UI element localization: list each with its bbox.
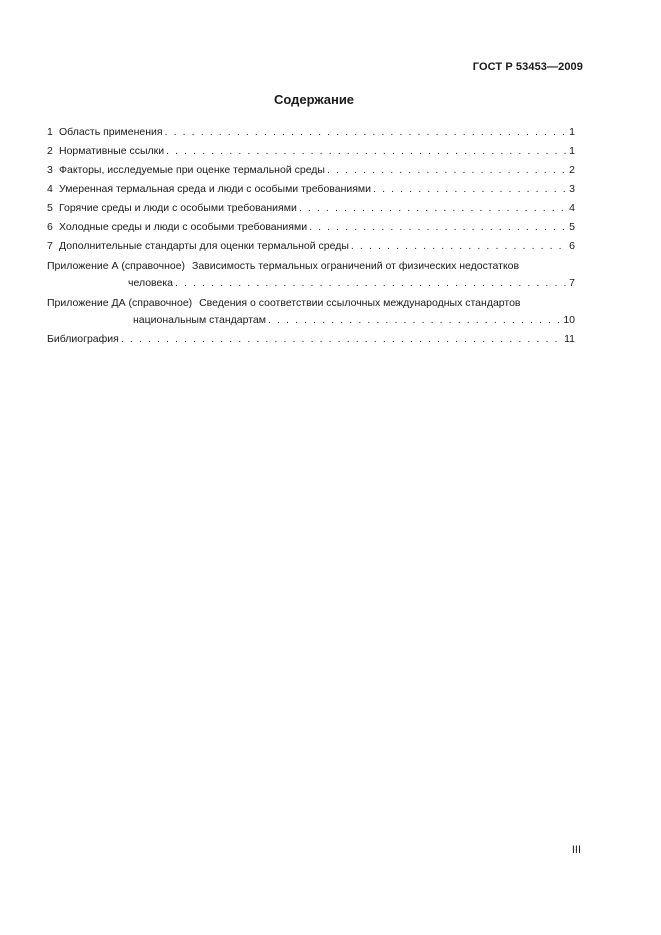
toc-entry-1[interactable]	[47, 126, 575, 145]
dot-leader	[165, 126, 569, 138]
table-of-contents	[47, 126, 575, 352]
toc-title: Содержание	[273, 92, 355, 107]
dot-leader	[327, 164, 568, 176]
appendix-continuation	[133, 314, 575, 333]
appendix-code: Приложение А (справочное)	[47, 260, 186, 272]
dot-leader	[373, 183, 568, 195]
toc-entry-6[interactable]	[47, 221, 575, 240]
toc-entry-page: 7	[569, 277, 575, 289]
toc-appendix-da[interactable]	[47, 297, 575, 333]
toc-entry-page: 1	[569, 126, 575, 138]
toc-entry-bibliography[interactable]	[47, 333, 575, 352]
toc-entry-label: Факторы, исследуемые при оценке термальной среды	[59, 164, 325, 176]
toc-entry-page: 1	[569, 145, 575, 157]
toc-entry-label: Умеренная термальная среда и люди с особыми требованиями	[59, 183, 372, 195]
appendix-continuation	[128, 277, 575, 296]
appendix-title-line2: человека	[128, 277, 174, 289]
dot-leader	[121, 333, 563, 345]
toc-entry-number: 2	[47, 145, 53, 157]
appendix-first-line	[47, 297, 575, 314]
standard-code-header: ГОСТ Р 53453—2009	[472, 61, 583, 73]
appendix-first-line	[47, 260, 575, 277]
toc-entry-page: 3	[569, 183, 575, 195]
dot-leader	[299, 202, 568, 214]
toc-entry-label: Холодные среды и люди с особыми требованиями	[59, 221, 308, 233]
page-number: III	[571, 844, 581, 856]
appendix-title-line1: Зависимость термальных ограничений от физических недостатков	[191, 260, 520, 272]
toc-entry-number: 6	[47, 221, 53, 233]
dot-leader	[351, 240, 568, 252]
toc-entry-label: Библиография	[47, 333, 119, 345]
dot-leader	[166, 145, 568, 157]
toc-entry-3[interactable]	[47, 164, 575, 183]
dot-leader	[175, 277, 568, 289]
toc-entry-number: 7	[47, 240, 53, 252]
toc-entry-label: Область применения	[59, 126, 163, 138]
dot-leader	[268, 314, 562, 326]
toc-entry-page: 11	[564, 333, 575, 345]
toc-appendix-a[interactable]	[47, 260, 575, 296]
toc-entry-page: 5	[569, 221, 575, 233]
toc-entry-number: 3	[47, 164, 53, 176]
toc-entry-page: 2	[569, 164, 575, 176]
toc-entry-label: Дополнительные стандарты для оценки термальной среды	[59, 240, 349, 252]
toc-entry-4[interactable]	[47, 183, 575, 202]
appendix-title-line2: национальным стандартам	[133, 314, 266, 326]
toc-entry-label: Нормативные ссылки	[59, 145, 165, 157]
toc-entry-5[interactable]	[47, 202, 575, 221]
toc-entry-label: Горячие среды и люди с особыми требованиями	[59, 202, 297, 214]
toc-entry-page: 4	[569, 202, 575, 214]
dot-leader	[309, 221, 568, 233]
appendix-code: Приложение ДА (справочное)	[47, 297, 193, 309]
toc-entry-number: 1	[47, 126, 53, 138]
toc-entry-7[interactable]	[47, 240, 575, 259]
appendix-title-line1: Сведения о соответствии ссылочных международных стандартов	[199, 297, 521, 309]
toc-entry-number: 5	[47, 202, 53, 214]
toc-entry-page: 10	[563, 314, 575, 326]
toc-entry-page: 6	[569, 240, 575, 252]
toc-entry-number: 4	[47, 183, 53, 195]
toc-entry-2[interactable]	[47, 145, 575, 164]
